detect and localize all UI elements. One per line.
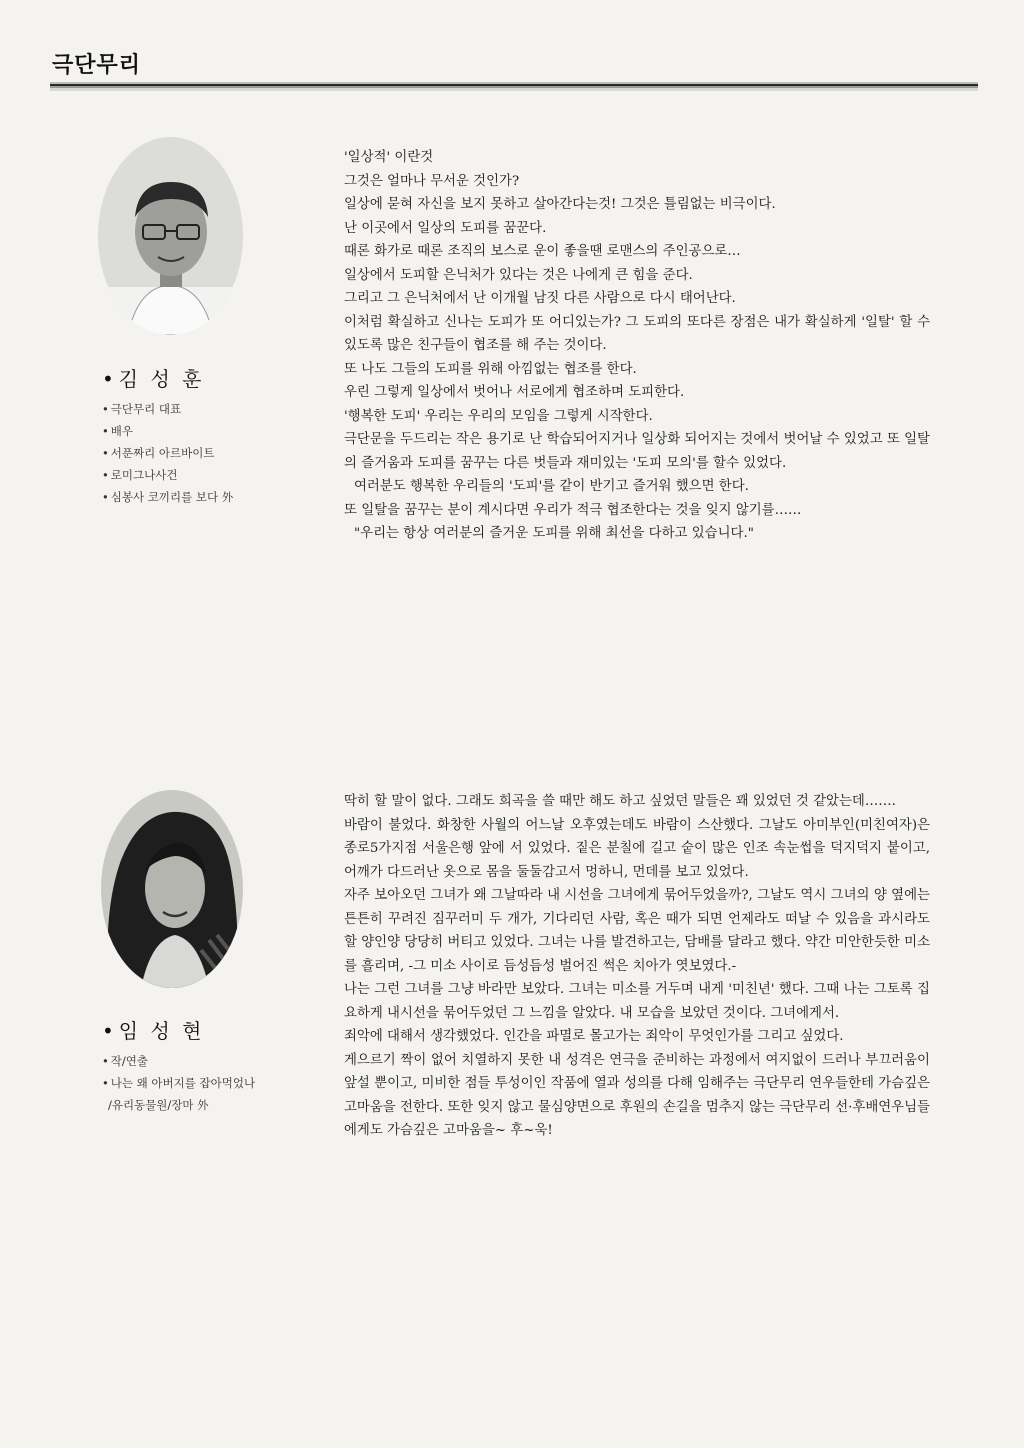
essay-paragraph: 바람이 불었다. 화창한 사월의 어느날 오후였는데도 바람이 스산했다. 그날도 아미부인(미친여자)은 종로5가지점 서울은행 앞에 서 있었다. 짙은 분칠에 길고 숱이 많은 인조 속눈썹을 덕지덕지 붙이고, 어깨가 다드러난 옷으로 몸을 둘둘감고서 멍하니, 먼데를 보고 있었다.: [344, 817, 930, 880]
profile-credit: • 나는 왜 아버지를 잡아먹었나: [100, 1072, 300, 1094]
essay-paragraph: 자주 보아오던 그녀가 왜 그날따라 내 시선을 그녀에게 묶어두었을까?, 그날도 역시 그녀의 양 옆에는 튼튼히 꾸려진 짐꾸러미 두 개가, 기다리던 사람, 혹은 때가 되면 언제라도 떠날 수 있음을 과시라도 할 양인양 당당히 버티고 있었다. 그녀는 나를 발견하고는, 담배를 달라고 했다. 약간 미안한듯한 미소를 흘리며, -그 미소 사이로 듬성듬성 벌어진 썩은 치아가 엿보였다.-: [344, 888, 930, 974]
profile-credit: • 심봉사 코끼리를 보다 外: [100, 486, 300, 508]
essay-line: 난 이곳에서 일상의 도피를 꿈꾼다.: [344, 220, 547, 236]
profile-credit: /유리동물원/장마 外: [108, 1098, 209, 1112]
portrait-photo-1: [98, 137, 243, 335]
essay-line: 일상에서 도피할 은닉처가 있다는 것은 나에게 큰 힘을 준다.: [344, 267, 693, 283]
profile-credit: • 작/연출: [100, 1050, 300, 1072]
profile-credit: • 배우: [100, 420, 300, 442]
header-divider: [50, 82, 978, 91]
essay-paragraph: 죄악에 대해서 생각했었다. 인간을 파멸로 몰고가는 죄악이 무엇인가를 그리고 싶었다.: [344, 1029, 844, 1044]
page-title: 극단무리: [52, 53, 142, 78]
essay-line: 이처럼 확실하고 신나는 도피가 또 어디있는가? 그 도피의 또다른 장점은 내가 확실하게 '일탈' 할 수 있도록 많은 친구들이 협조를 해 주는 것이다.: [344, 314, 930, 353]
essay-2: [344, 790, 930, 1143]
essay-line: 여러분도 행복한 우리들의 '도피'를 같이 반기고 즐거워 했으면 한다.: [354, 479, 749, 494]
profile-credits: [100, 398, 300, 508]
essay-line: '일상적' 이란것: [344, 150, 434, 165]
profile-kim-seonghun: [100, 363, 300, 508]
essay-line: 그리고 그 은닉처에서 난 이개월 남짓 다른 사람으로 다시 태어난다.: [344, 291, 736, 306]
profile-name: 임 성 현: [118, 1019, 205, 1043]
profile-credit: • 극단무리 대표: [100, 398, 300, 420]
essay-line: 또 나도 그들의 도피를 위해 아낌없는 협조를 한다.: [344, 361, 637, 377]
essay-line: 때론 화가로 때론 조직의 보스로 운이 좋을땐 로맨스의 주인공으로…: [344, 244, 741, 259]
essay-line: 일상에 묻혀 자신을 보지 못하고 살아간다는것! 그것은 틀림없는 비극이다.: [344, 197, 776, 212]
essay-paragraph: 게으르기 짝이 없어 치열하지 못한 내 성격은 연극을 준비하는 과정에서 여지없이 드러나 부끄러움이 앞설 뿐이고, 미비한 점들 투성이인 작품에 열과 성의를 다해 임해주는 극단무리 연우들한테 가슴깊은 고마움을 전한다. 또한 잊지 않고 물심양면으로 후원의 손길을 멈추지 않는 극단무리 선·후배연우님들에게도 가슴깊은 고마움을~ 후~욱!: [344, 1052, 930, 1138]
profile-name: 김 성 훈: [118, 367, 205, 391]
essay-line: 우린 그렇게 일상에서 벗어나 서로에게 협조하며 도피한다.: [344, 385, 685, 400]
essay-paragraph: 딱히 할 말이 없다. 그래도 희곡을 쓸 때만 해도 하고 싶었던 말들은 꽤 있었던 것 같았는데…….: [344, 794, 896, 809]
profile-lim-seonghyeon: [100, 1015, 300, 1116]
profile-credit: • 서푼짜리 아르바이트: [100, 442, 300, 464]
essay-line: 또 일탈을 꿈꾸는 분이 계시다면 우리가 적극 협조한다는 것을 잊지 않기를……: [344, 502, 802, 518]
portrait-photo-2: [101, 790, 243, 988]
essay-closing-quote: "우리는 항상 여러분의 즐거운 도피를 위해 최선을 다하고 있습니다.": [354, 526, 754, 541]
essay-1: [344, 146, 930, 546]
essay-line: 극단문을 두드리는 작은 용기로 난 학습되어지거나 일상화 되어지는 것에서 벗어날 수 있었고 또 일탈의 즐거움과 도피를 꿈꾸는 다른 벗들과 재미있는 '도피 모의'를 할수 있었다.: [344, 432, 930, 471]
profile-credits: [100, 1050, 300, 1116]
profile-credit: • 로미그나사건: [100, 464, 300, 486]
essay-line: 그것은 얼마나 무서운 것인가?: [344, 173, 520, 189]
essay-line: '행복한 도피' 우리는 우리의 모임을 그렇게 시작한다.: [344, 408, 653, 424]
name-bullet: •: [102, 367, 117, 391]
essay-paragraph: 나는 그런 그녀를 그냥 바라만 보았다. 그녀는 미소를 거두며 내게 '미친년' 했다. 그때 나는 그토록 집요하게 내시선을 묶어두었던 그 느낌을 알았다. 내 모습을 보았던 것이다. 그녀에게서.: [344, 982, 930, 1021]
name-bullet: •: [102, 1019, 117, 1043]
